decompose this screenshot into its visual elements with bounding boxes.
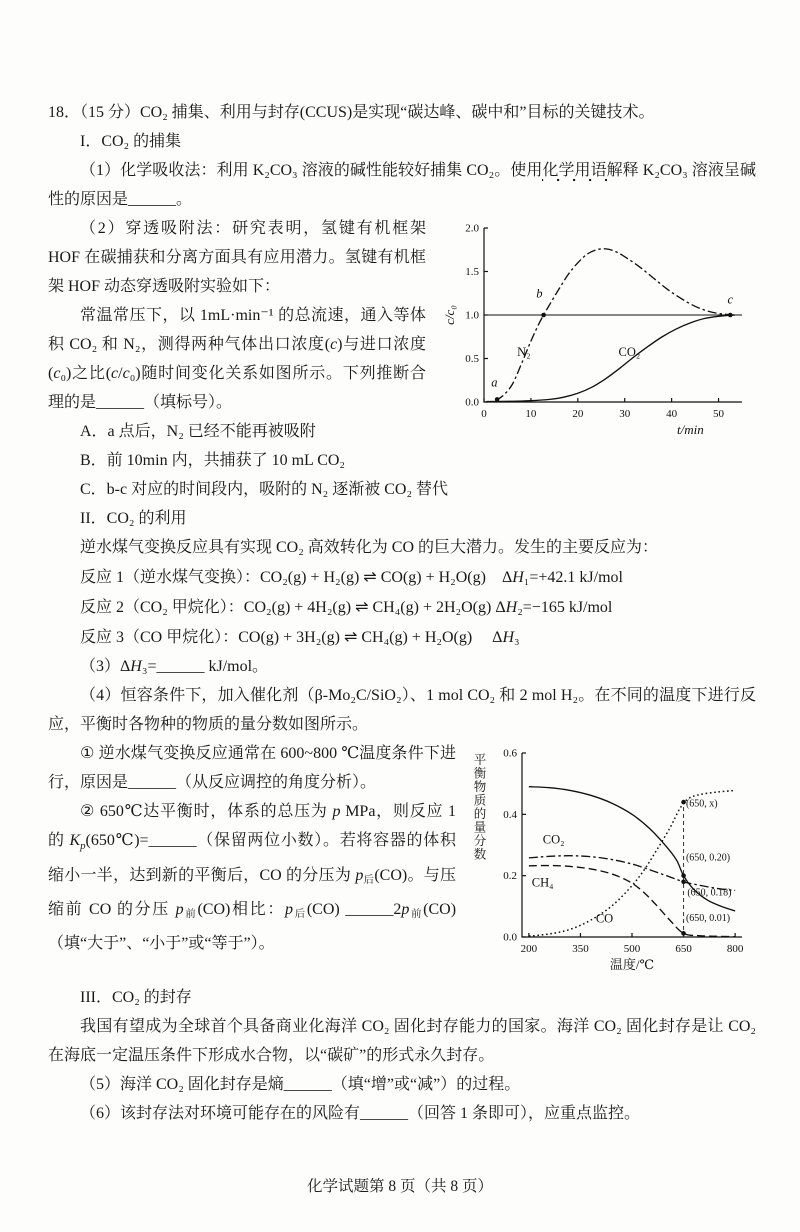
- svg-text:0.4: 0.4: [503, 808, 517, 821]
- question-18-intro: 18．（15 分）CO₂ 捕集、利用与封存(CCUS)是实现“碳达峰、碳中和”目标的关键技术。: [48, 104, 655, 121]
- svg-text:0.6: 0.6: [503, 747, 517, 760]
- svg-text:20: 20: [572, 408, 584, 420]
- item-4-sub-1: ① 逆水煤气变换反应通常在 600~800 ℃温度条件下进行，原因是______（从反应调控的角度分析）。: [48, 745, 456, 791]
- item-5-entropy: （5）海洋 CO₂ 固化封存是熵______（填“增”或“减”）的过程。: [80, 1076, 521, 1093]
- svg-text:650: 650: [675, 943, 692, 955]
- item-4-conditions: （4）恒容条件下，加入催化剂（β-Mo₂C/SiO₂）、1 mol CO₂ 和 2 mol H₂。在不同的温度下进行反应，平衡时各物种的物质的量分数如图所示。: [48, 687, 756, 733]
- svg-text:(650, 0.18): (650, 0.18): [687, 887, 732, 899]
- svg-text:500: 500: [623, 943, 641, 955]
- svg-text:c: c: [727, 292, 734, 307]
- svg-text:CO: CO: [595, 911, 614, 926]
- chart2-y-axis-label: 平衡物质的量分数: [472, 753, 486, 861]
- section-heading-capture: I．CO₂ 的捕集: [80, 133, 182, 150]
- para-storage-intro: 我国有望成为全球首个具备商业化海洋 CO₂ 固化封存能力的国家。海洋 CO₂ 固化封存是让 CO₂ 在海底一定温压条件下形成水合物，以“碳矿”的形式永久封存。: [48, 1018, 756, 1064]
- series-CH₄: [529, 866, 735, 937]
- page-footer-text: 化学试题第 8 页（共 8 页）: [306, 1178, 493, 1195]
- svg-text:800: 800: [726, 943, 744, 955]
- svg-text:200: 200: [520, 943, 538, 955]
- item-6-risk: （6）该封存法对环境可能存在的风险有______（回答 1 条即可），应重点监控。: [80, 1105, 641, 1122]
- para-experiment-description: 常温常压下，以 1mL·min⁻¹ 的总流速，通入等体积 CO₂ 和 N₂，测得两种气体出口浓度(c)与进口浓度(c₀)之比(c/c₀)随时间变化关系如图所示。下列推断合理的是______（填标号）。: [48, 307, 426, 411]
- svg-text:50: 50: [713, 408, 725, 420]
- item-2-breakthrough-adsorption: （2）穿透吸附法：研究表明，氢键有机框架 HOF 在碳捕获和分离方面具有应用潜力。氢键有机框架 HOF 动态穿透吸附实验如下：: [48, 220, 426, 295]
- svg-text:350: 350: [572, 943, 589, 955]
- reaction-3-equation: 反应 3（CO 甲烷化）：CO(g) + 3H₂(g) ⇌ CH₄(g) + H₂O(g) ΔH₃: [80, 627, 520, 646]
- svg-text:30: 30: [619, 408, 631, 420]
- svg-text:(650, 0.20): (650, 0.20): [685, 852, 731, 864]
- svg-text:10: 10: [525, 408, 537, 420]
- axes: [465, 223, 742, 421]
- x-axis-label: 温度/℃: [609, 957, 655, 972]
- svg-text:CO₂: CO₂: [542, 832, 565, 847]
- svg-text:0.2: 0.2: [503, 870, 517, 883]
- svg-text:0.5: 0.5: [465, 353, 479, 365]
- svg-text:0.0: 0.0: [503, 931, 517, 944]
- svg-text:a: a: [491, 375, 498, 390]
- equilibrium-chart-figure: [468, 741, 756, 977]
- breakthrough-chart-figure: [438, 216, 756, 442]
- reaction-1-equation: 反应 1（逆水煤气变换）：CO₂(g) + H₂(g) ⇌ CO(g) + H₂O(g) ΔH₁=+42.1 kJ/mol: [80, 567, 623, 586]
- svg-text:N₂: N₂: [517, 344, 531, 359]
- item-4-sub-2: ② 650℃达平衡时，体系的总压为 p MPa，则反应 1 的 $K_p(650℃)=\_\_\_\_\_\_$（保留两位小数）。若将容器的体积缩小一半，达到新的平衡后，CO 的分压为 p后(CO)。与压缩前 CO 的分压 p前(CO)相比：p后(CO) ______2p前(CO)（填“大于”、“小于”或“等于”）。: [48, 803, 457, 953]
- para-rwgs-intro: 逆水煤气变换反应具有实现 CO₂ 高效转化为 CO 的巨大潜力。发生的主要反应为：: [80, 539, 659, 556]
- breakthrough-chart: [438, 216, 756, 442]
- section-heading-utilization: II．CO₂ 的利用: [80, 510, 187, 527]
- equilibrium-chart: [468, 741, 756, 977]
- curve-labels: [532, 799, 732, 926]
- svg-text:b: b: [536, 286, 543, 301]
- series-N₂: [496, 249, 735, 400]
- section-heading-storage: III．CO₂ 的封存: [80, 989, 192, 1006]
- svg-text:40: 40: [666, 408, 678, 420]
- svg-text:CO₂: CO₂: [618, 344, 641, 359]
- x-axis-label: t/min: [677, 422, 704, 437]
- svg-text:1.5: 1.5: [465, 266, 479, 278]
- svg-text:CH₄: CH₄: [531, 875, 554, 890]
- item-1-chemical-absorption: （1）化学吸收法：利用 K₂CO₃ 溶液的碱性能较好捕集 CO₂。使用化学用语解释 K₂CO₃ 溶液呈碱性的原因是______。: [48, 162, 756, 208]
- option-c: C．b-c 对应的时间段内，吸附的 N₂ 逐渐被 CO₂ 替代: [80, 481, 449, 498]
- item-3-enthalpy-blank: （3）ΔH₃=______ kJ/mol。: [80, 658, 269, 675]
- svg-text:0.0: 0.0: [465, 396, 479, 409]
- reaction-2-equation: 反应 2（CO₂ 甲烷化）：CO₂(g) + 4H₂(g) ⇌ CH₄(g) + 2H₂O(g) ΔH₂=−165 kJ/mol: [80, 597, 613, 616]
- page-footer: [0, 1174, 800, 1196]
- option-b: B．前 10min 内，共捕获了 10 mL CO₂: [80, 452, 345, 469]
- svg-text:0: 0: [481, 408, 487, 420]
- y-axis-label: c/c₀: [442, 305, 457, 325]
- svg-text:2.0: 2.0: [465, 222, 479, 235]
- svg-text:1.0: 1.0: [465, 309, 479, 322]
- svg-text:(650, x): (650, x): [685, 798, 718, 810]
- svg-text:(650, 0.01): (650, 0.01): [685, 913, 731, 925]
- option-a: A．a 点后，N₂ 已经不能再被吸附: [80, 423, 316, 440]
